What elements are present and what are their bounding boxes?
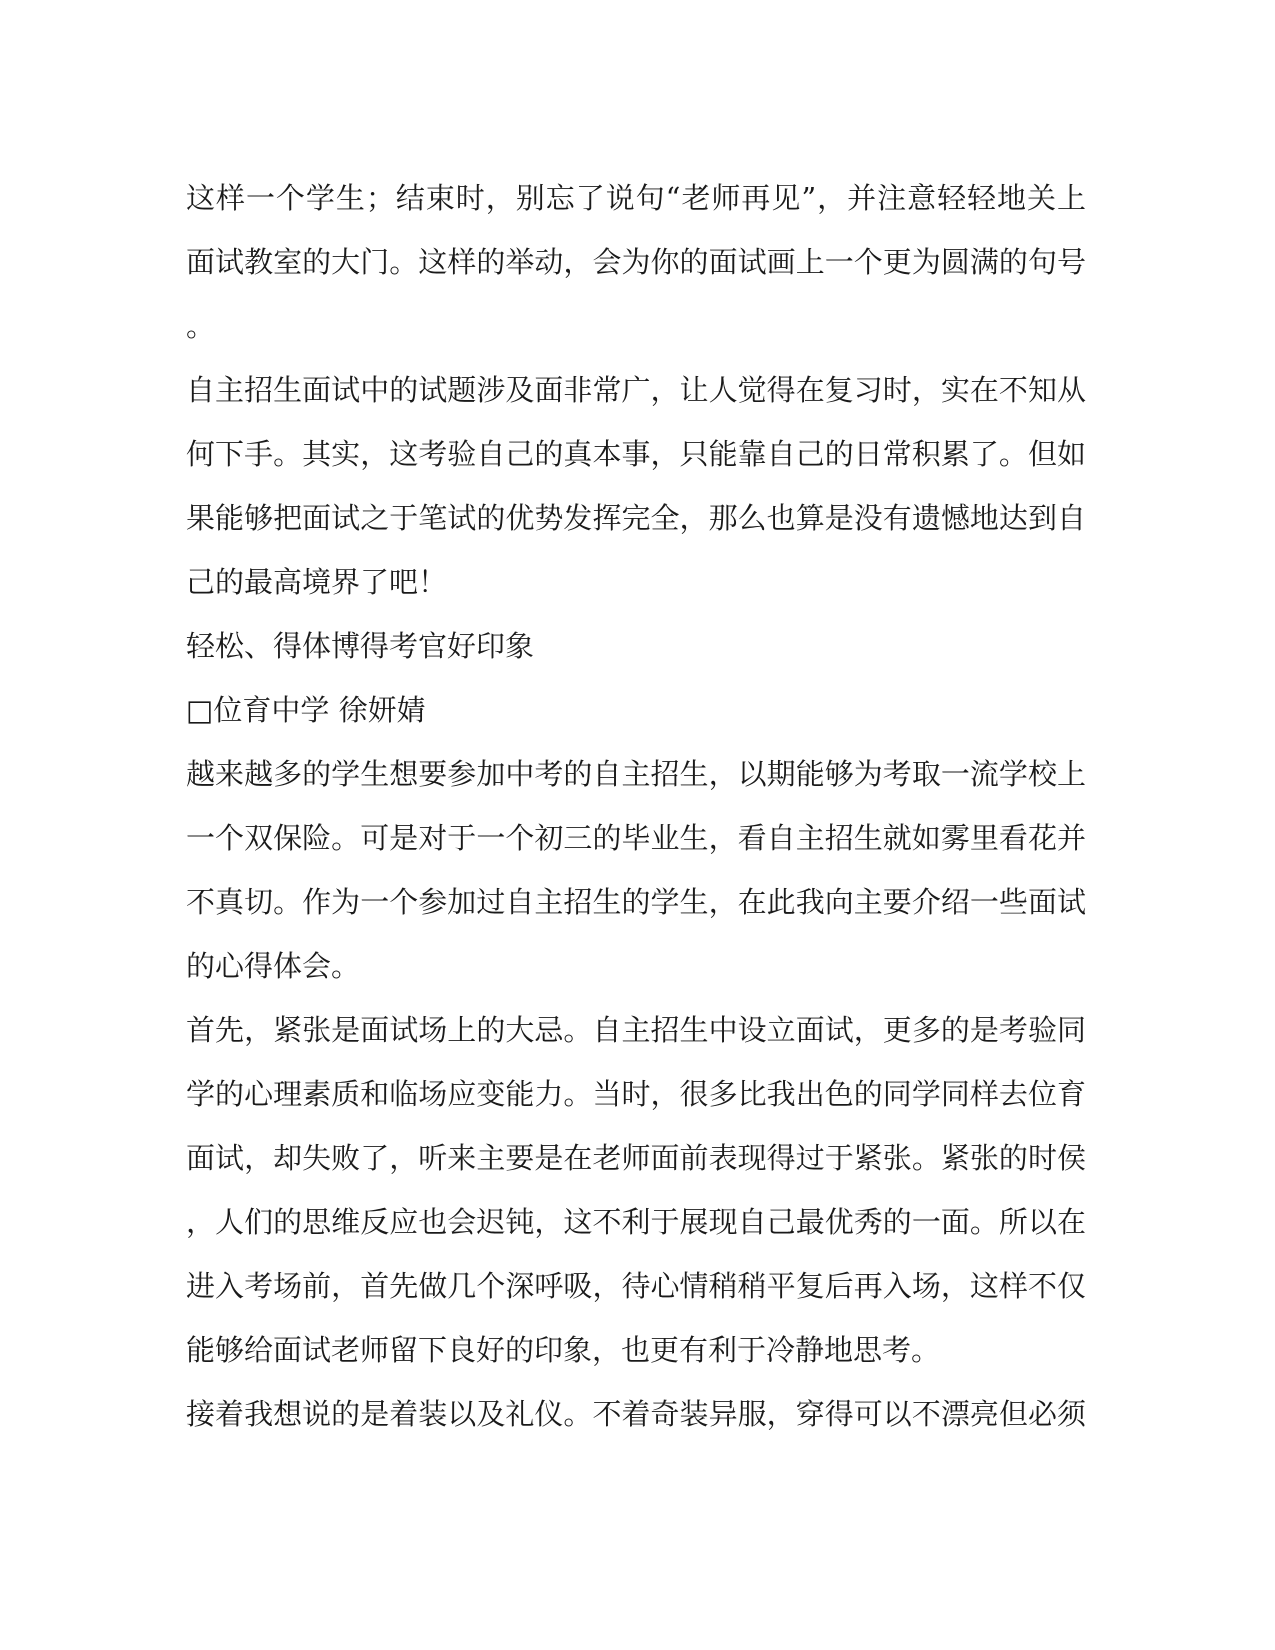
text-line: 首先，紧张是面试场上的大忌。自主招生中设立面试，更多的是考验同	[186, 1013, 1086, 1047]
text-line: ，人们的思维反应也会迟钝，这不利于展现自己最优秀的一面。所以在	[186, 1205, 1086, 1239]
text-line: 己的最高境界了吧！	[186, 565, 448, 599]
text-line: 不真切。作为一个参加过自主招生的学生，在此我向主要介绍一些面试	[186, 885, 1086, 919]
author-line: □位育中学 徐妍婧	[186, 693, 426, 727]
text-line: 自主招生面试中的试题涉及面非常广，让人觉得在复习时，实在不知从	[186, 373, 1086, 407]
text-line: 。	[186, 309, 216, 343]
text-line: 一个双保险。可是对于一个初三的毕业生，看自主招生就如雾里看花并	[186, 821, 1086, 855]
section-heading: 轻松、得体博得考官好印象	[186, 629, 535, 663]
text-line: 进入考场前，首先做几个深呼吸，待心情稍稍平复后再入场，这样不仅	[186, 1269, 1086, 1303]
document-body	[186, 166, 1086, 1446]
text-line: 的心得体会。	[186, 949, 361, 983]
text-line: 学的心理素质和临场应变能力。当时，很多比我出色的同学同样去位育	[186, 1077, 1086, 1111]
text-line: 面试，却失败了，听来主要是在老师面前表现得过于紧张。紧张的时侯	[186, 1141, 1086, 1175]
text-line: 果能够把面试之于笔试的优势发挥完全，那么也算是没有遗憾地达到自	[186, 501, 1086, 535]
text-line: 能够给面试老师留下良好的印象，也更有利于冷静地思考。	[186, 1333, 941, 1367]
text-line: 何下手。其实，这考验自己的真本事，只能靠自己的日常积累了。但如	[186, 437, 1086, 471]
text-line: 越来越多的学生想要参加中考的自主招生，以期能够为考取一流学校上	[186, 757, 1086, 791]
text-line: 面试教室的大门。这样的举动，会为你的面试画上一个更为圆满的句号	[186, 245, 1086, 279]
text-line: 这样一个学生；结束时，别忘了说句“老师再见”，并注意轻轻地关上	[186, 181, 1086, 215]
text-line: 接着我想说的是着装以及礼仪。不着奇装异服，穿得可以不漂亮但必须	[186, 1397, 1086, 1431]
